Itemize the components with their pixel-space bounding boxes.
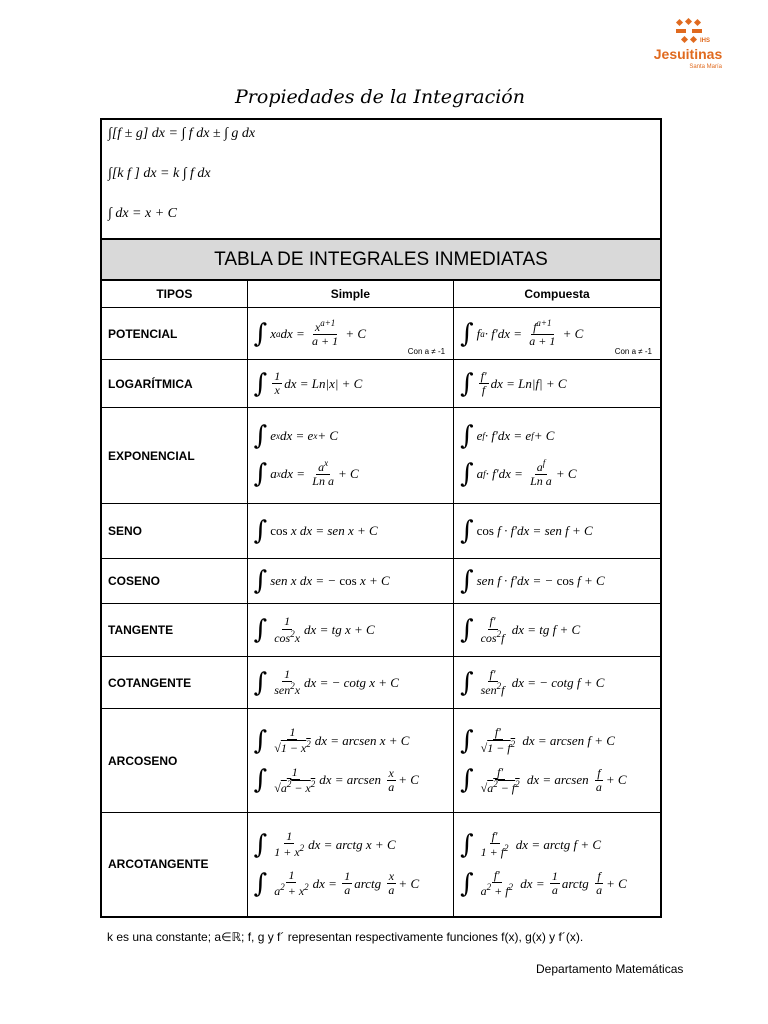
department-label: Departamento Matemáticas — [536, 962, 684, 976]
row-logaritmica — [101, 360, 661, 408]
school-logo — [648, 18, 728, 78]
row-cotangente — [101, 657, 661, 709]
formula-compuesta: ∫ $\frac{f'}{√1 - f^2}$ dx = arcsen f + C ∫ $\frac{f'}{√a^2 - f^2}$ dx = arcsen $\frac{f}{a}$ + C — [454, 709, 661, 813]
row-seno — [101, 504, 661, 559]
formula-compuesta: ∫ sen f · f′dx = − cos f + C — [454, 559, 661, 604]
row-label: SENO — [101, 504, 247, 559]
formula-simple: ∫ $\frac{1}{√1 - x^2}$ dx = arcsen x + C ∫ $\frac{1}{√a^2 - x^2}$ dx = arcsen $\frac{x}{a}$ + C — [247, 709, 453, 813]
note: Con a ≠ -1 — [407, 347, 446, 356]
formula-compuesta: ∫ f a · f′dx = $\frac{f^{a+1}}{a + 1}$ + C Con a ≠ -1 — [454, 308, 661, 360]
row-tangente — [101, 604, 661, 657]
row-label: EXPONENCIAL — [101, 408, 247, 504]
note: Con a ≠ -1 — [614, 347, 652, 356]
page-title: Propiedades de la Integración — [235, 86, 525, 108]
row-arcotangente — [101, 813, 661, 917]
logo-subtitle: Santa María — [689, 64, 722, 70]
logo-name: Jesuitinas — [653, 46, 723, 62]
row-label: TANGENTE — [101, 604, 247, 657]
row-label: COTANGENTE — [101, 657, 247, 709]
formula-compuesta: ∫ $\frac{f'}{sen^2f}$ dx = − cotg f + C — [454, 657, 661, 709]
row-exponencial — [101, 408, 661, 504]
header-compuesta: Compuesta — [454, 281, 661, 308]
formula-simple: ∫ e x dx = e x + C ∫ a x dx = $\frac{a^x}{\text{Ln a}}$ + C — [247, 408, 453, 504]
formula-simple: ∫ $\frac{1}{sen^2x}$ dx = − cotg x + C — [247, 657, 453, 709]
properties-box — [100, 118, 662, 238]
formula-simple: ∫ cos x dx = sen x + C — [247, 504, 453, 559]
formula-simple: ∫ $\frac{1}{x}$ dx = Ln|x| + C — [247, 360, 453, 408]
property-constant: ∫[k f ] dx = k ∫ f dx — [108, 166, 211, 181]
property-dx: ∫ dx = x + C — [108, 206, 177, 221]
integrals-table — [100, 280, 662, 918]
table-header-row — [101, 281, 661, 308]
logo-ihs: IHS — [700, 38, 711, 44]
row-coseno — [101, 559, 661, 604]
formula-compuesta: ∫ $\frac{f'}{\cos^2f}$ dx = tg f + C — [454, 604, 661, 657]
formula-compuesta: ∫ e f · f′dx = e f + C ∫ a f · f′dx = $\frac{a^f}{\text{Ln a}}$ + C — [454, 408, 661, 504]
row-label: LOGARÍTMICA — [101, 360, 247, 408]
row-label: POTENCIAL — [101, 308, 247, 360]
formula-simple: ∫ sen x dx = − cos x + C — [247, 559, 453, 604]
formula-simple: ∫ x a dx = $\frac{x^{a+1}}{a + 1}$ + C Con a ≠ -1 — [247, 308, 453, 360]
property-sum: ∫[f ± g] dx = ∫ f dx ± ∫ g dx — [108, 126, 256, 141]
footnote: k es una constante; a∈ℝ; f, g y f´ representan respectivamente funciones f(x), g(x) y f´(x). — [107, 930, 584, 944]
header-tipos: TIPOS — [101, 281, 247, 308]
row-label: ARCOSENO — [101, 709, 247, 813]
row-arcoseno — [101, 709, 661, 813]
formula-simple: ∫ $\frac{1}{1 + x^2}$ dx = arctg x + C ∫ $\frac{1}{a^2 + x^2}$ dx = $\frac{1}{a}$ arctg $\frac{x}{a}$ + C — [247, 813, 453, 917]
row-label: COSENO — [101, 559, 247, 604]
formula-compuesta: ∫ $\frac{f'}{f}$ dx = Ln|f| + C — [454, 360, 661, 408]
row-potencial — [101, 308, 661, 360]
formula-compuesta: ∫ $\frac{f'}{1 + f^2}$ dx = arctg f + C ∫ $\frac{f'}{a^2 + f^2}$ dx = $\frac{1}{a}$ arctg $\frac{f}{a}$ + C — [454, 813, 661, 917]
table-banner: TABLA DE INTEGRALES INMEDIATAS — [100, 238, 662, 280]
formula-compuesta: ∫ cos f · f′dx = sen f + C — [454, 504, 661, 559]
header-simple: Simple — [247, 281, 453, 308]
formula-simple: ∫ $\frac{1}{\cos^2x}$ dx = tg x + C — [247, 604, 453, 657]
row-label: ARCOTANGENTE — [101, 813, 247, 917]
